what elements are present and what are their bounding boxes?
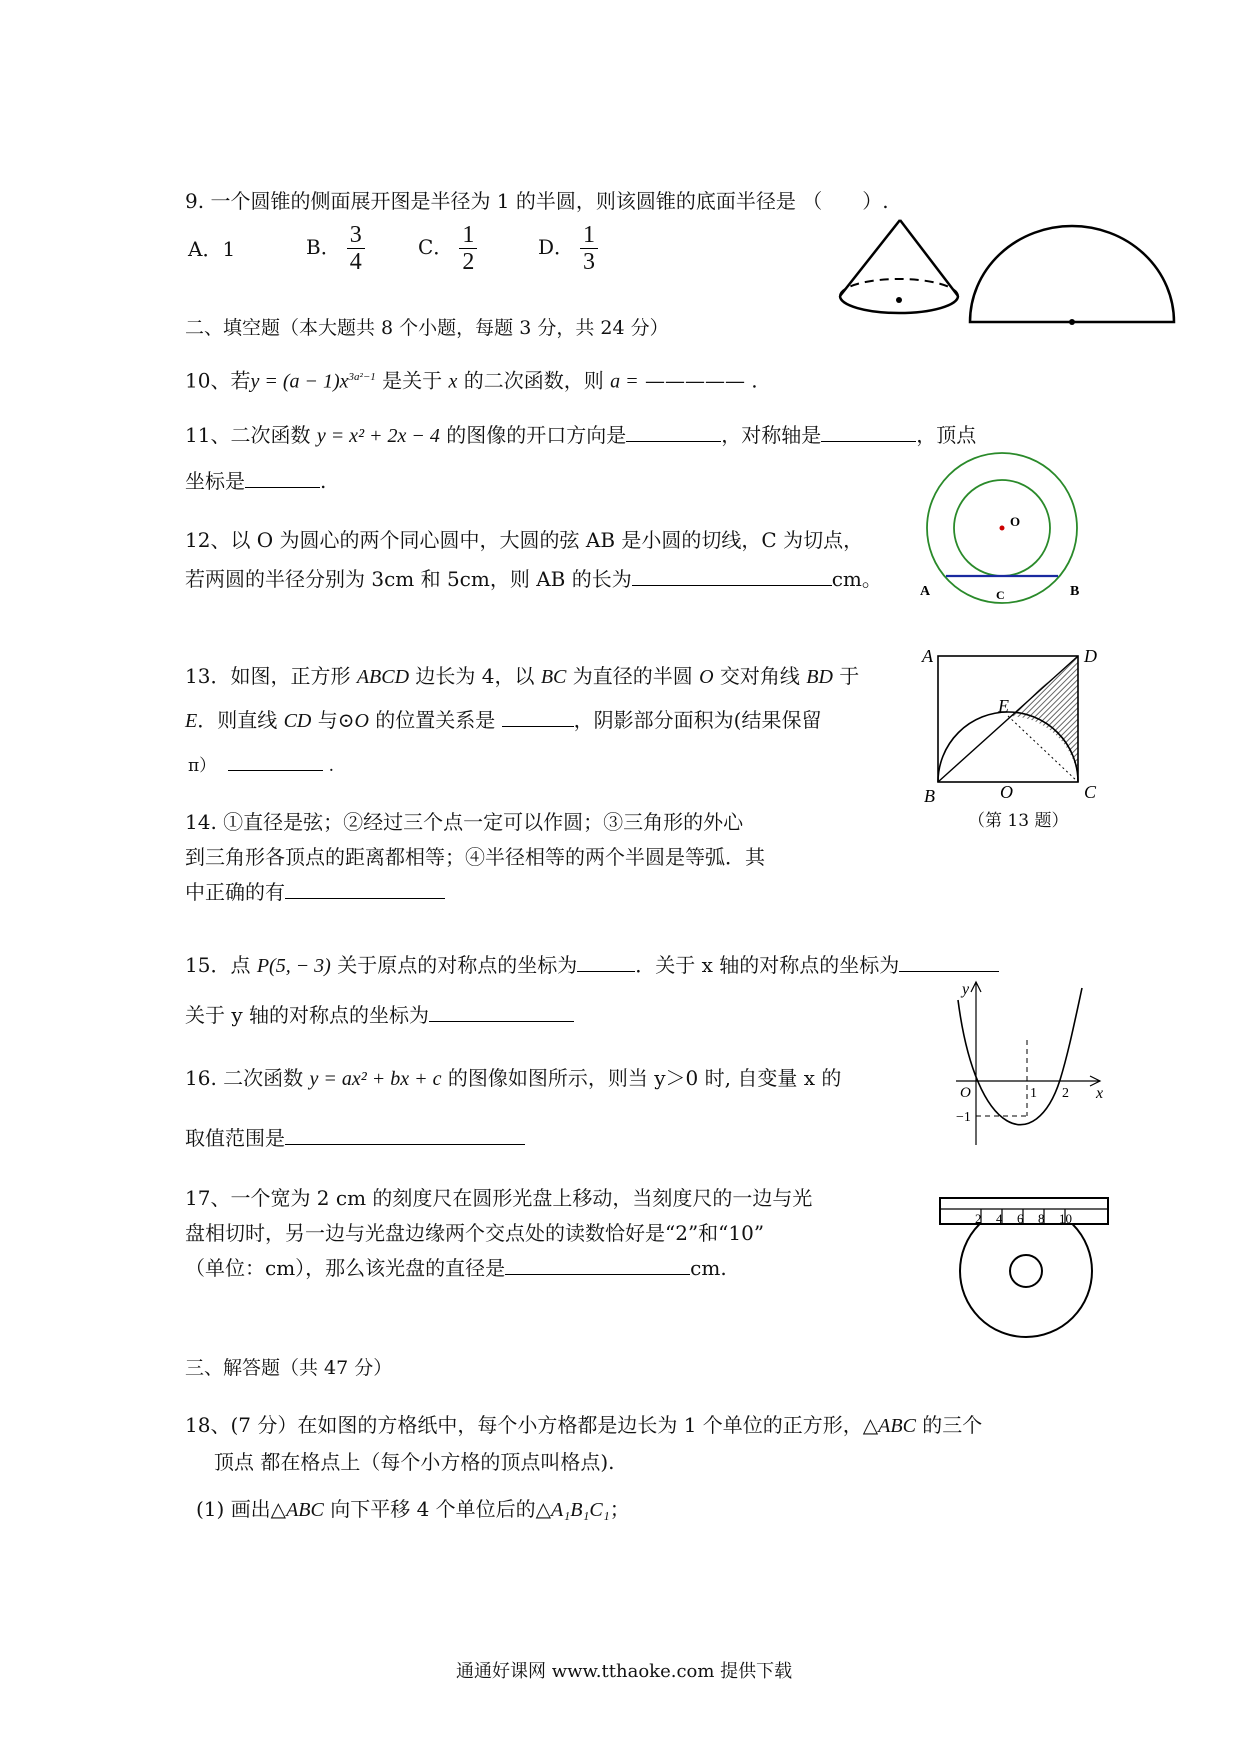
q18-line1: 18、(7 分）在如图的方格纸中，每个小方格都是边长为 1 个单位的正方形，△ABC 的三个 bbox=[185, 1413, 983, 1437]
label-o: O bbox=[1000, 782, 1013, 802]
label-neg-one: −1 bbox=[956, 1110, 971, 1125]
label-origin: O bbox=[960, 1085, 971, 1101]
label-one: 1 bbox=[1030, 1086, 1037, 1101]
ruler-tick-label: 4 bbox=[996, 1211, 1003, 1226]
concentric-circles-figure bbox=[920, 458, 1090, 608]
q13-caption: （第 13 题） bbox=[968, 811, 1069, 831]
q15-line1: 15．点 P(5, − 3) 关于原点的对称点的坐标为 ．关于 x 轴的对称点的坐标为 bbox=[185, 952, 999, 979]
parabola-figure bbox=[956, 980, 1116, 1150]
fraction: $\frac{1}{3}$ bbox=[580, 222, 598, 275]
label-d: D bbox=[1084, 646, 1097, 666]
label-e: E bbox=[998, 696, 1009, 716]
q9-option-a: A．1 bbox=[188, 237, 236, 261]
ruler-disc-figure bbox=[938, 1196, 1113, 1336]
q11-line1: 11、二次函数 y = x² + 2x − 4 的图像的开口方向是 ，对称轴是 ，顶点 bbox=[185, 423, 977, 447]
answer-blank bbox=[577, 953, 635, 972]
answer-blank bbox=[632, 567, 832, 586]
label-y: y bbox=[962, 981, 970, 998]
label-two: 2 bbox=[1062, 1086, 1069, 1101]
answer-blank bbox=[285, 880, 445, 899]
q9-stem: 9. 一个圆锥的侧面展开图是半径为 1 的半圆，则该圆锥的底面半径是 （ ）. bbox=[185, 189, 889, 213]
cone-figure bbox=[838, 218, 958, 328]
label-b: B bbox=[924, 786, 935, 806]
q13-line2: E．则直线 CD 与⊙O 的位置关系是 ，阴影部分面积为(结果保留 bbox=[185, 708, 822, 732]
q9-option-c: C． $\frac{1}{2}$ bbox=[418, 222, 477, 275]
answer-blank bbox=[626, 423, 721, 442]
label-x: x bbox=[1096, 1085, 1104, 1102]
label-a: A bbox=[920, 584, 931, 599]
q14-line1: 14. ①直径是弦；②经过三个点一定可以作圆；③三角形的外心 bbox=[185, 810, 744, 834]
q13-line3: π） . bbox=[188, 752, 334, 779]
semicircle-figure bbox=[968, 222, 1178, 332]
answer-blank bbox=[228, 752, 323, 771]
label-c: C bbox=[996, 588, 1005, 602]
answer-blank bbox=[502, 708, 574, 727]
q12-line2: 若两圆的半径分别为 3cm 和 5cm，则 AB 的长为 cm。 bbox=[185, 567, 882, 591]
section-2-heading: 二、填空题（本大题共 8 个小题，每题 3 分，共 24 分） bbox=[185, 317, 669, 339]
q16-line2: 取值范围是 bbox=[185, 1125, 525, 1151]
q11-line2: 坐标是 . bbox=[185, 469, 327, 493]
q9-option-d: D． $\frac{1}{3}$ bbox=[538, 222, 598, 275]
label-a: A bbox=[922, 646, 933, 666]
answer-blank bbox=[429, 1003, 574, 1022]
q14-line3: 中正确的有 bbox=[185, 879, 445, 905]
ruler-tick-label: 6 bbox=[1017, 1211, 1024, 1226]
label-c: C bbox=[1084, 782, 1097, 802]
q17-line2: 盘相切时，另一边与光盘边缘两个交点处的读数恰好是“2”和“10” bbox=[185, 1221, 765, 1245]
q15-line2: 关于 y 轴的对称点的坐标为 bbox=[185, 1002, 574, 1028]
q9-option-b: B． $\frac{3}{4}$ bbox=[306, 222, 365, 275]
answer-blank bbox=[821, 423, 916, 442]
label-b: B bbox=[1070, 584, 1080, 599]
label-o: O bbox=[1010, 514, 1021, 529]
q17-line3: （单位：cm），那么该光盘的直径是 cm. bbox=[185, 1256, 727, 1280]
q14-line2: 到三角形各顶点的距离都相等；④半径相等的两个半圆是等弧．其 bbox=[185, 845, 765, 869]
answer-blank bbox=[505, 1256, 690, 1275]
q13-line1: 13．如图，正方形 ABCD 边长为 4，以 BC 为直径的半圆 O 交对角线 BD 于 bbox=[185, 664, 860, 688]
q18-sub1: (1) 画出△ABC 向下平移 4 个单位后的△A₁B₁C₁； bbox=[196, 1497, 630, 1521]
answer-blank bbox=[899, 953, 999, 972]
q17-line1: 17、一个宽为 2 cm 的刻度尺在圆形光盘上移动，当刻度尺的一边与光 bbox=[185, 1186, 813, 1210]
answer-blank bbox=[245, 469, 320, 488]
q18-line2: 顶点 都在格点上（每个小方格的顶点叫格点). bbox=[214, 1450, 615, 1474]
footer-text: 通通好课网 www.tthaoke.com 提供下载 bbox=[456, 1661, 793, 1682]
q10: 10、若$y = (a - 1)x^{3a^2-1}$ 是关于 x 的二次函数，则 a = ————— . bbox=[185, 368, 758, 393]
q12-line1: 12、以 O 为圆心的两个同心圆中，大圆的弦 AB 是小圆的切线，C 为切点， bbox=[185, 528, 864, 552]
section-3-heading: 三、解答题（共 47 分） bbox=[185, 1357, 393, 1379]
ruler-tick-label: 2 bbox=[975, 1211, 982, 1226]
answer-blank bbox=[285, 1126, 525, 1145]
q16-line1: 16. 二次函数 y = ax² + bx + c 的图像如图所示，则当 y＞0 时, 自变量 x 的 bbox=[185, 1066, 842, 1090]
fraction: $\frac{1}{2}$ bbox=[459, 222, 477, 275]
ruler-tick-label: 10 bbox=[1059, 1211, 1072, 1226]
fraction: $\frac{3}{4}$ bbox=[347, 222, 365, 275]
ruler-tick-label: 8 bbox=[1038, 1211, 1045, 1226]
